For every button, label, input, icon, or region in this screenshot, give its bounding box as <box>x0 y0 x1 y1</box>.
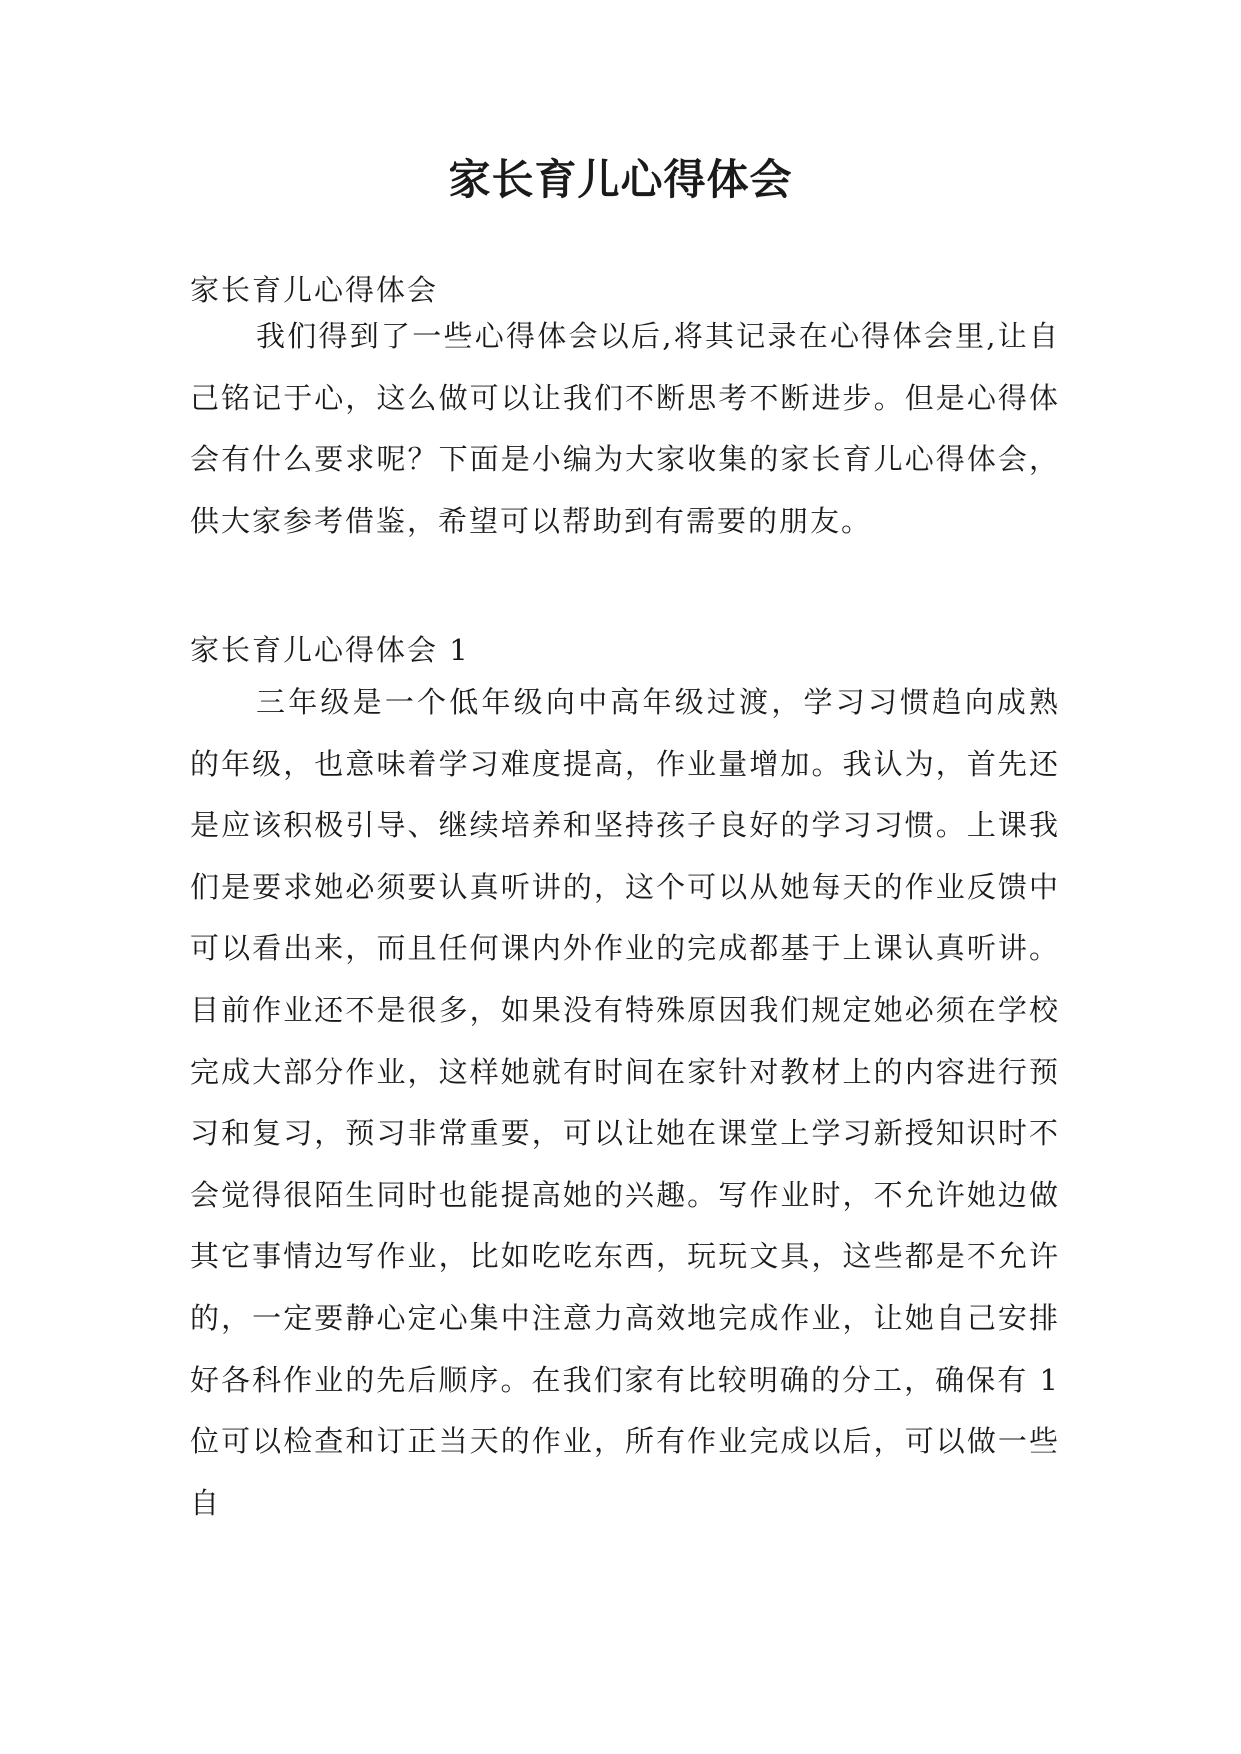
section-1-paragraph: 三年级是一个低年级向中高年级过渡，学习习惯趋向成熟的年级，也意味着学习难度提高，作业量增加。我认为，首先还是应该积极引导、继续培养和坚持孩子良好的学习习惯。上课我们是要求她必须要认真听讲的，这个可以从她每天的作业反馈中可以看出来，而且任何课内外作业的完成都基于上课认真听讲。目前作业还不是很多，如果没有特殊原因我们规定她必须在学校完成大部分作业，这样她就有时间在家针对教材上的内容进行预习和复习，预习非常重要，可以让她在课堂上学习新授知识时不会觉得很陌生同时也能提高她的兴趣。写作业时，不允许她边做其它事情边写作业，比如吃吃东西，玩玩文具，这些都是不允许的，一定要静心定心集中注意力高效地完成作业，让她自己安排好各科作业的先后顺序。在我们家有比较明确的分工，确保有 1 位可以检查和订正当天的作业，所有作业完成以后，可以做一些自 <box>190 685 1060 1520</box>
intro-paragraph: 我们得到了一些心得体会以后,将其记录在心得体会里,让自己铭记于心，这么做可以让我们不断思考不断进步。但是心得体会有什么要求呢？下面是小编为大家收集的家长育儿心得体会，供大家参考借鉴，希望可以帮助到有需要的朋友。 <box>190 319 1060 538</box>
section-heading-intro: 家长育儿心得体会 <box>190 273 439 307</box>
section-heading-1: 家长育儿心得体会 1 <box>190 633 470 667</box>
document-title: 家长育儿心得体会 <box>448 155 793 204</box>
